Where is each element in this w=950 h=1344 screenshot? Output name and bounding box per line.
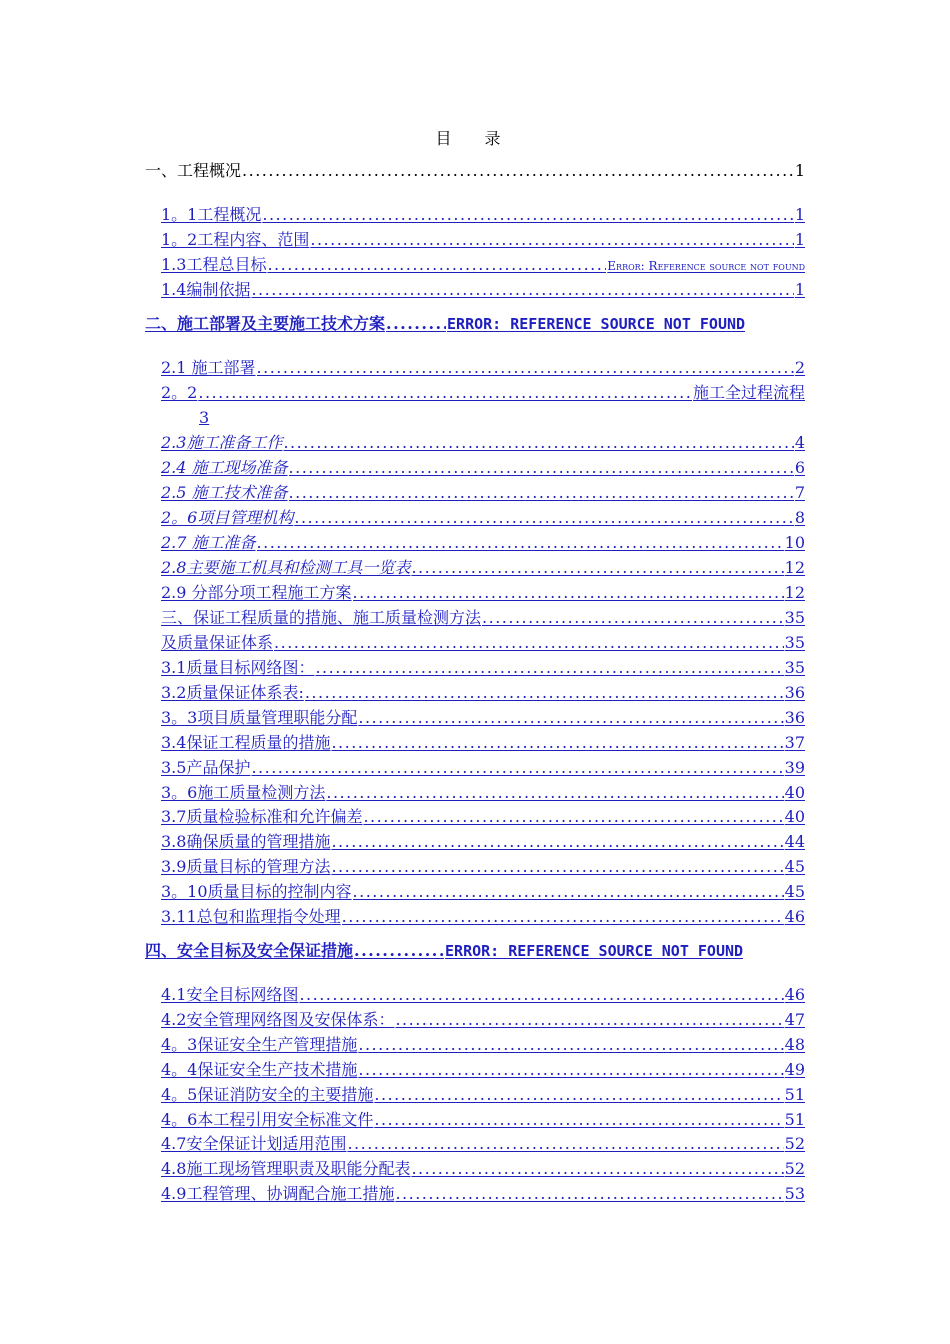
toc-leader bbox=[386, 313, 446, 335]
toc-entry-page: 36 bbox=[784, 708, 805, 727]
toc-entry-page: 46 bbox=[784, 907, 805, 926]
toc-entry-3-1[interactable] bbox=[161, 657, 805, 679]
toc-entry-page-error: Error: Reference source not found bbox=[607, 259, 805, 273]
toc-entry-2-3[interactable] bbox=[161, 432, 805, 454]
toc-leader bbox=[251, 757, 783, 779]
toc-entry-page: 36 bbox=[784, 683, 805, 702]
toc-entry-page: 46 bbox=[784, 985, 805, 1004]
toc-entry-page: 1 bbox=[794, 230, 805, 249]
toc-entry-page: 37 bbox=[784, 733, 805, 752]
toc-entry-label: 2.5 施工技术准备 bbox=[161, 483, 288, 502]
toc-leader bbox=[257, 532, 784, 554]
toc-entry-page: 1 bbox=[794, 161, 805, 180]
toc-leader bbox=[289, 482, 794, 504]
toc-entry-label: 4。5保证消防安全的主要措施 bbox=[161, 1085, 374, 1104]
toc-entry-page: 10 bbox=[784, 533, 805, 552]
toc-entry-section-3-cont[interactable] bbox=[161, 632, 805, 654]
toc-entry-2-2[interactable] bbox=[161, 382, 805, 404]
toc-leader bbox=[331, 856, 783, 878]
toc-entry-label: 3.8确保质量的管理措施 bbox=[161, 832, 331, 851]
toc-leader bbox=[347, 1133, 783, 1155]
toc-leader bbox=[363, 806, 783, 828]
toc-entry-label: 3.1质量目标网络图： bbox=[161, 658, 315, 677]
toc-entry-label: 1。2工程内容、范围 bbox=[161, 230, 310, 249]
toc-leader bbox=[395, 1009, 783, 1031]
toc-entry-page: 52 bbox=[784, 1159, 805, 1178]
toc-entry-section-3[interactable] bbox=[161, 607, 805, 629]
toc-entry-page: 1 bbox=[794, 280, 805, 299]
toc-entry-label: 及质量保证体系 bbox=[161, 633, 274, 652]
toc-entry-label: 3.4保证工程质量的措施 bbox=[161, 733, 331, 752]
toc-entry-page: 39 bbox=[784, 758, 805, 777]
toc-entry-1-2[interactable] bbox=[161, 229, 805, 251]
toc-entry-label: 4.1安全目标网络图 bbox=[161, 985, 299, 1004]
toc-entry-page: 52 bbox=[784, 1134, 805, 1153]
toc-entry-page: 51 bbox=[784, 1110, 805, 1129]
toc-leader bbox=[358, 1034, 783, 1056]
toc-entry-page: 35 bbox=[784, 608, 805, 627]
toc-leader bbox=[374, 1109, 783, 1131]
toc-entry-label: 一、工程概况 bbox=[145, 161, 242, 180]
toc-leader bbox=[198, 382, 692, 404]
toc-entry-label: 二、施工部署及主要施工技术方案 bbox=[145, 314, 386, 333]
toc-entry-label: 3.2质量保证体系表: bbox=[161, 683, 304, 702]
toc-entry-2-4[interactable] bbox=[161, 457, 805, 479]
toc-leader bbox=[331, 831, 783, 853]
toc-entry-label: 3.11总包和监理指令处理 bbox=[161, 907, 341, 926]
toc-entry-label: 2.1 施工部署 bbox=[161, 358, 256, 377]
toc-entry-page: 45 bbox=[784, 882, 805, 901]
toc-entry-1-1[interactable] bbox=[161, 204, 805, 226]
toc-entry-4-9[interactable] bbox=[161, 1183, 805, 1205]
toc-entry-4-5[interactable] bbox=[161, 1084, 805, 1106]
toc-entry-4-3[interactable] bbox=[161, 1034, 805, 1056]
toc-entry-4-4[interactable] bbox=[161, 1059, 805, 1081]
toc-entry-label: 2.7 施工准备 bbox=[161, 533, 256, 552]
toc-entry-label: 2.3施工准备工作 bbox=[161, 433, 283, 452]
toc-entry-page: 45 bbox=[784, 857, 805, 876]
toc-entry-4-6[interactable] bbox=[161, 1109, 805, 1131]
toc-entry-page: 1 bbox=[794, 205, 805, 224]
toc-entry-4-1[interactable] bbox=[161, 984, 805, 1006]
toc-entry-page: 49 bbox=[784, 1060, 805, 1079]
toc-entry-label: 4。3保证安全生产管理措施 bbox=[161, 1035, 358, 1054]
toc-leader bbox=[354, 940, 444, 962]
toc-entry-4-8[interactable] bbox=[161, 1158, 805, 1180]
toc-entry-section-1[interactable] bbox=[145, 160, 805, 182]
toc-entry-label: 2。2 bbox=[161, 383, 198, 402]
toc-entry-2-5[interactable] bbox=[161, 482, 805, 504]
toc-entry-page: 35 bbox=[784, 658, 805, 677]
toc-entry-1-4[interactable] bbox=[161, 279, 805, 301]
toc-entry-page: 施工全过程流程 bbox=[692, 383, 805, 402]
toc-entry-label: 4。4保证安全生产技术措施 bbox=[161, 1060, 358, 1079]
toc-leader bbox=[251, 279, 793, 301]
toc-entry-label: 4.8施工现场管理职责及职能分配表 bbox=[161, 1159, 411, 1178]
toc-entry-page-error: ERROR: REFERENCE SOURCE NOT FOUND bbox=[445, 942, 744, 960]
toc-leader bbox=[262, 204, 793, 226]
toc-entry-label: 2。6项目管理机构 bbox=[161, 508, 294, 527]
toc-entry-page: 7 bbox=[794, 483, 805, 502]
toc-entry-page: 8 bbox=[794, 508, 805, 527]
toc-entry-page: 40 bbox=[784, 807, 805, 826]
toc-entry-2-7[interactable] bbox=[161, 532, 805, 554]
toc-entry-label: 3.9质量目标的管理方法 bbox=[161, 857, 331, 876]
toc-leader bbox=[353, 881, 784, 903]
toc-title: 目 录 bbox=[435, 129, 515, 148]
toc-entry-page: 51 bbox=[784, 1085, 805, 1104]
toc-entry-4-7[interactable] bbox=[161, 1133, 805, 1155]
toc-entry-page: 35 bbox=[784, 633, 805, 652]
toc-leader bbox=[299, 984, 783, 1006]
toc-entry-2-2-page[interactable] bbox=[161, 407, 209, 429]
toc-entry-page: 4 bbox=[794, 433, 805, 452]
toc-leader bbox=[257, 357, 794, 379]
toc-entry-label: 4.7安全保证计划适用范围 bbox=[161, 1134, 347, 1153]
toc-leader bbox=[305, 682, 784, 704]
toc-entry-page: 53 bbox=[784, 1184, 805, 1203]
toc-entry-page: 40 bbox=[784, 783, 805, 802]
toc-entry-page: 3 bbox=[199, 408, 210, 427]
toc-entry-3-5[interactable] bbox=[161, 757, 805, 779]
toc-entry-page: 44 bbox=[784, 832, 805, 851]
toc-entry-section-4[interactable] bbox=[145, 940, 805, 962]
toc-entry-label: 三、保证工程质量的措施、施工质量检测方法 bbox=[161, 608, 482, 627]
toc-leader bbox=[358, 1059, 783, 1081]
toc-entry-1-3[interactable] bbox=[161, 254, 805, 276]
toc-leader bbox=[242, 160, 794, 182]
toc-leader bbox=[310, 229, 793, 251]
toc-entry-label: 四、安全目标及安全保证措施 bbox=[145, 941, 354, 960]
toc-leader bbox=[315, 657, 783, 679]
toc-entry-2-9[interactable] bbox=[161, 582, 805, 604]
toc-entry-3-11[interactable] bbox=[161, 906, 805, 928]
toc-leader bbox=[374, 1084, 783, 1106]
toc-entry-3-6[interactable] bbox=[161, 782, 805, 804]
toc-entry-section-2[interactable] bbox=[145, 313, 805, 335]
toc-leader bbox=[353, 582, 784, 604]
toc-entry-3-3[interactable] bbox=[161, 707, 805, 729]
toc-leader bbox=[482, 607, 784, 629]
toc-leader bbox=[294, 507, 793, 529]
toc-entry-label: 3.7质量检验标准和允许偏差 bbox=[161, 807, 363, 826]
toc-leader bbox=[331, 732, 783, 754]
toc-entry-label: 1.4编制依据 bbox=[161, 280, 251, 299]
toc-entry-label: 3。6施工质量检测方法 bbox=[161, 783, 326, 802]
toc-entry-label: 2.4 施工现场准备 bbox=[161, 458, 288, 477]
toc-entry-page: 12 bbox=[784, 558, 805, 577]
toc-entry-label: 3。3项目质量管理职能分配 bbox=[161, 708, 358, 727]
toc-leader bbox=[411, 557, 783, 579]
toc-leader bbox=[358, 707, 783, 729]
toc-entry-page: 6 bbox=[794, 458, 805, 477]
toc-entry-label: 3.5产品保护 bbox=[161, 758, 251, 777]
toc-leader bbox=[267, 254, 606, 276]
toc-entry-label: 1.3工程总目标 bbox=[161, 255, 267, 274]
toc-leader bbox=[395, 1183, 783, 1205]
toc-leader bbox=[283, 432, 793, 454]
toc-entry-3-9[interactable] bbox=[161, 856, 805, 878]
toc-entry-page: 48 bbox=[784, 1035, 805, 1054]
toc-leader bbox=[411, 1158, 783, 1180]
toc-leader bbox=[342, 906, 784, 928]
toc-entry-page-error: ERROR: REFERENCE SOURCE NOT FOUND bbox=[447, 315, 746, 333]
toc-entry-3-8[interactable] bbox=[161, 831, 805, 853]
toc-leader bbox=[274, 632, 784, 654]
toc-entry-4-2[interactable] bbox=[161, 1009, 805, 1031]
toc-entry-2-8[interactable] bbox=[161, 557, 805, 579]
toc-entry-page: 12 bbox=[784, 583, 805, 602]
toc-entry-3-7[interactable] bbox=[161, 806, 805, 828]
toc-entry-3-10[interactable] bbox=[161, 881, 805, 903]
toc-entry-2-1[interactable] bbox=[161, 357, 805, 379]
toc-entry-label: 3。10质量目标的控制内容 bbox=[161, 882, 352, 901]
toc-entry-label: 4.9工程管理、协调配合施工措施 bbox=[161, 1184, 395, 1203]
toc-entry-page: 2 bbox=[794, 358, 805, 377]
toc-entry-2-6[interactable] bbox=[161, 507, 805, 529]
toc-entry-page: 47 bbox=[784, 1010, 805, 1029]
toc-entry-label: 4。6本工程引用安全标准文件 bbox=[161, 1110, 374, 1129]
toc-entry-label: 2.9 分部分项工程施工方案 bbox=[161, 583, 352, 602]
toc-leader bbox=[289, 457, 794, 479]
toc-entry-3-4[interactable] bbox=[161, 732, 805, 754]
toc-entry-label: 4.2安全管理网络图及安保体系： bbox=[161, 1010, 395, 1029]
toc-entry-3-2[interactable] bbox=[161, 682, 805, 704]
toc-entry-label: 2.8主要施工机具和检测工具一览表 bbox=[161, 558, 411, 577]
toc-leader bbox=[326, 782, 783, 804]
toc-entry-label: 1。1工程概况 bbox=[161, 205, 262, 224]
